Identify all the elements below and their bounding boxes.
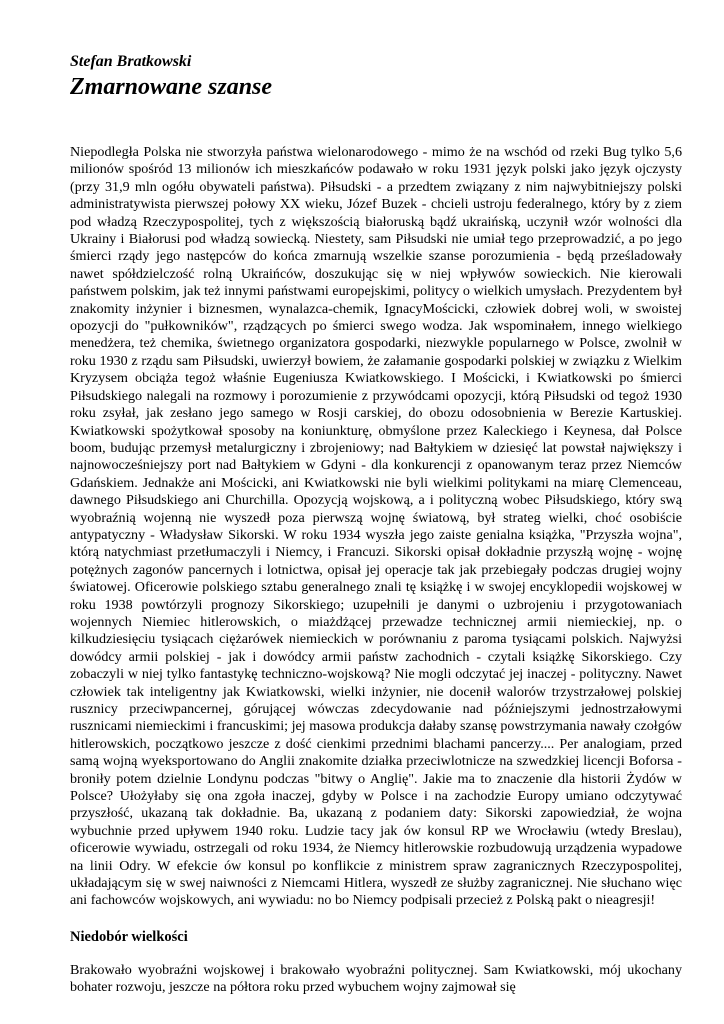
document-title: Zmarnowane szanse <box>70 74 273 100</box>
body-paragraph: Niepodległa Polska nie stworzyła państwa wielonarodowego - mimo że na wschód od rzeki Bug tylko 5,6 milionów spośród 13 milionów ich mieszkańców podawało w roku 1931 język polski jako język ojczysty (przy 31,9 mln ogółu obywateli państwa). Piłsudski - a przedtem związany z nim najwybitniejszy polski administratywista pierwszej połowy XX wieku, Józef Buzek - chcieli ustroju federalnego, który by z ziem pod władzą Rzeczypospolitej, tych z większością białoruską bądź ukraińską, uczynił wzór wolności dla Ukrainy i Białorusi pod władzą sowiecką. Niestety, sam Piłsudski nie umiał tego przeprowadzić, a po jego śmierci rządy jego następców do końca zmarnują wszelkie szanse porozumienia - będą prześladowały nawet spółdzielczość rolną Ukraińców, doszukując się w niej wpływów sowieckich. Nie kierowali państwem polskim, jak też innymi państwami europejskimi, politycy o wielkich umysłach. Prezydentem był znakomity inżynier i biznesmen, wynalazca-chemik, IgnacyMościcki, człowiek dobrej woli, w swoistej opozycji do "pułkowników", rządzących po śmierci swego wodza. Jak wspominałem, innego wielkiego menedżera, też chemika, świetnego organizatora gospodarki, niezwykle popularnego w Polsce, zwolnił w roku 1930 z rządu sam Piłsudski, uwierzył bowiem, że załamanie gospodarki polskiej w związku z Wielkim Kryzysem obciąża tegoż właśnie Eugeniusza Kwiatkowskiego. I Mościcki, i Kwiatkowski po śmierci Piłsudskiego nalegali na rozmowy i porozumienie z przywódcami opozycji, którą Piłsudski od tegoż 1930 roku zsyłał, jak zesłano jego samego w Rosji carskiej, do obozu odosobnienia w Berezie Kartuskiej. Kwiatkowski spożytkował sposoby na koniunkturę, obmyślone przez Kaleckiego i Keynesa, dał Polsce boom, budując przemysł metalurgiczny i zbrojeniowy; nad Bałtykiem w dziesięć lat powstał największy i najnowocześniejszy port nad Bałtykiem w Gdyni - dla konkurencji z opanowanym teraz przez Niemców Gdańskiem. Jednakże ani Mościcki, ani Kwiatkowski nie byli wielkimi politykami na miarę Clemenceau, dawnego Piłsudskiego ani Churchilla. Opozycją wojskową, a i polityczną wobec Piłsudskiego, który swą wyobraźnią wojenną nie wyszedł poza pierwszą wojnę światową, był strateg wielki, choć osobiście antypatyczny - Władysław Sikorski. W roku 1934 wyszła jego zaiste genialna książka, "Przyszła wojna", którą natychmiast przetłumaczyli i Niemcy, i Francuzi. Sikorski opisał dokładnie przyszłą wojnę - wojnę potężnych zagonów pancernych i lotnictwa, opisał jej operacje tak jak przebiegały podczas drugiej wojny światowej. Oficerowie polskiego sztabu generalnego znali tę książkę i w swojej encyklopedii wojskowej w roku 1938 powtórzyli prognozy Sikorskiego; uzupełnili je danymi o uzbrojeniu i przygotowaniach wojennych Niemiec hitlerowskich, o miażdżącej przewadze technicznej armii niemieckiej, np. o kilkudziesięciu tysiącach ciężarówek niemieckich w porównaniu z paroma tysiącami polskich. Najwyżsi dowódcy armii polskiej - jak i dowódcy armii państw zachodnich - czytali książkę Sikorskiego. Czy zobaczyli w niej tylko fantastykę techniczno-wojskową? Nie mogli odczytać jej inaczej - polityczny. Nawet człowiek tak inteligentny jak Kwiatkowski, wielki inżynier, nie docenił walorów trzystrzałowej polskiej rusznicy przeciwpancernej, górującej wówczas zdecydowanie nad późniejszymi jednostrzałowymi rusznicami niemieckimi i francuskimi; jej masowa produkcja dałaby szansę powstrzymania nawały czołgów hitlerowskich, początkowo jeszcze z dość cienkimi przednimi blachami pancerzy.... Per analogiam, przed samą wojną wyeksportowano do Anglii znakomite działka przeciwlotnicze na szwedzkiej licencji Boforsa - broniły potem dzielnie Londynu podczas "bitwy o Anglię". Jakie ma to znaczenie dla historii Żydów w Polsce? Ułożyłaby się ona zgoła inaczej, gdyby w Polsce i na zachodzie Europy umiano odczytywać przyszłość, ukazaną tak dokładnie. Ba, ukazaną z podaniem daty: Sikorski zapowiedział, że wojna wybuchnie przed upływem 1940 roku. Ludzie tacy jak ów konsul RP we Wrocławiu (wtedy Breslau), oficerowie wywiadu, ostrzegali od roku 1934, że Niemcy hitlerowskie rozbudowują urządzenia wypadowe na linii Odry. W efekcie ów konsul po konflikcie z ministrem spraw zagranicznych Rzeczypospolitej, układającym się w swej naiwności z Niemcami Hitlera, wyszedł ze służby zagranicznej. Nie słuchano więc ani fachowców wojskowych, ani wywiadu: no bo Niemcy podpisali przecież z Polską pakt o nieagresji! <box>70 144 682 909</box>
section-paragraph: Brakowało wyobraźni wojskowej i brakowało wyobraźni politycznej. Sam Kwiatkowski, mój ukochany bohater rozwoju, jeszcze na półtora roku przed wybuchem wojny zajmował się <box>70 961 682 996</box>
section-heading: Niedobór wielkości <box>70 928 188 945</box>
author-name: Stefan Bratkowski <box>70 53 192 70</box>
document-page <box>70 52 682 997</box>
